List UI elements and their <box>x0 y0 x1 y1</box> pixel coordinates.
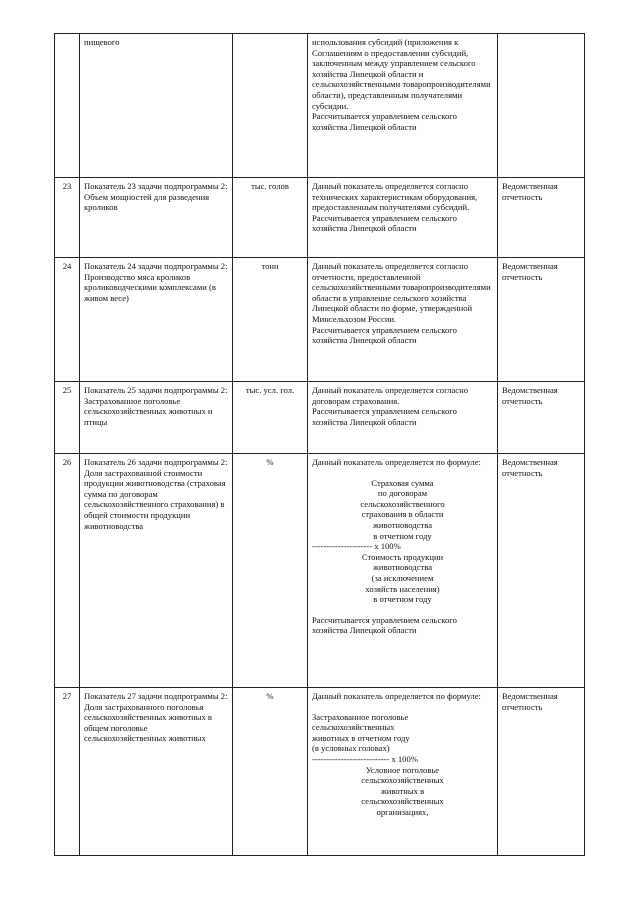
indicator-name: Показатель 27 задачи подпрограммы 2: Доля застрахованного поголовья сельскохозяйственных животных в общем поголовье сельскохозяйственных животных <box>80 688 233 856</box>
unit-of-measure: % <box>233 688 308 856</box>
formula-numerator: Страховая сумма по договорам сельскохозяйственного страхования в области животноводства в отчетном году <box>360 477 445 541</box>
indicator-name: Показатель 24 задачи подпрограммы 2: Производство мяса кроликов кролиководческими комплексами (в живом весе) <box>80 258 233 382</box>
data-source: Ведомственная отчетность <box>498 688 585 856</box>
calculation-method: использования субсидий (приложения к Соглашениям о предоставлении субсидий, заключенным между управлением сельского хозяйства Липецкой области и сельскохозяйственными товаропроизводителями области), представленным получателями субсидии. Рассчитывается управлением сельского хозяйства Липецкой области <box>308 34 498 178</box>
unit-of-measure: тонн <box>233 258 308 382</box>
data-source: Ведомственная отчетность <box>498 454 585 688</box>
table-row <box>55 454 585 688</box>
table-row <box>55 382 585 454</box>
formula-fraction-line: --------------------- х 100% <box>312 541 401 552</box>
table-row <box>55 34 585 178</box>
unit-of-measure <box>233 34 308 178</box>
data-source <box>498 34 585 178</box>
row-number: 27 <box>55 688 80 856</box>
table-row <box>55 688 585 856</box>
data-source: Ведомственная отчетность <box>498 178 585 258</box>
calculation-method: Данный показатель определяется согласно отчетности, предоставленной сельскохозяйственными товаропроизводителями области в управление сельского хозяйства Липецкой области по форме, утвержденной Минсельхозом России. Рассчитывается управлением сельского хозяйства Липецкой области <box>308 258 498 382</box>
formula-denominator: Условное поголовье сельскохозяйственных животных в сельскохозяйственных организациях, <box>361 764 444 817</box>
indicator-name: Показатель 26 задачи подпрограммы 2: Доля застрахованной стоимости продукции животноводства (страховая сумма по договорам сельскохозяйственного страхования) в общей стоимости продукции животноводства <box>80 454 233 688</box>
formula-intro: Данный показатель определяется по формуле: <box>312 457 481 467</box>
table-row <box>55 258 585 382</box>
formula-denominator: Стоимость продукции животноводства (за исключением хозяйств населения) в отчетном году <box>361 551 444 605</box>
formula-numerator: Застрахованное поголовье сельскохозяйственных животных в отчетном году (в условных головах) <box>312 711 410 754</box>
formula-intro: Данный показатель определяется по формуле: <box>312 691 481 701</box>
calculation-method: Данный показатель определяется согласно договорам страхования. Рассчитывается управлением сельского хозяйства Липецкой области <box>308 382 498 454</box>
row-number: 24 <box>55 258 80 382</box>
row-number <box>55 34 80 178</box>
table-row <box>55 178 585 258</box>
formula-fraction-line: --------------------------- х 100% <box>312 753 418 764</box>
indicator-name: Показатель 25 задачи подпрограммы 2: Застрахованное поголовье сельскохозяйственных животных и птицы <box>80 382 233 454</box>
calculation-method <box>308 454 498 688</box>
row-number: 23 <box>55 178 80 258</box>
indicator-name: Показатель 23 задачи подпрограммы 2: Объем мощностей для разведения кроликов <box>80 178 233 258</box>
data-source: Ведомственная отчетность <box>498 258 585 382</box>
data-source: Ведомственная отчетность <box>498 382 585 454</box>
formula-outro: Рассчитывается управлением сельского хозяйства Липецкой области <box>312 614 457 636</box>
row-number: 26 <box>55 454 80 688</box>
unit-of-measure: % <box>233 454 308 688</box>
calculation-method: Данный показатель определяется согласно технических характеристикам оборудования, предоставленным получателями субсидий. Рассчитывается управлением сельского хозяйства Липецкой области <box>308 178 498 258</box>
calculation-method <box>308 688 498 856</box>
indicator-name: пищевого <box>80 34 233 178</box>
unit-of-measure: тыс. усл. гол. <box>233 382 308 454</box>
unit-of-measure: тыс. голов <box>233 178 308 258</box>
indicators-table <box>54 33 585 856</box>
row-number: 25 <box>55 382 80 454</box>
